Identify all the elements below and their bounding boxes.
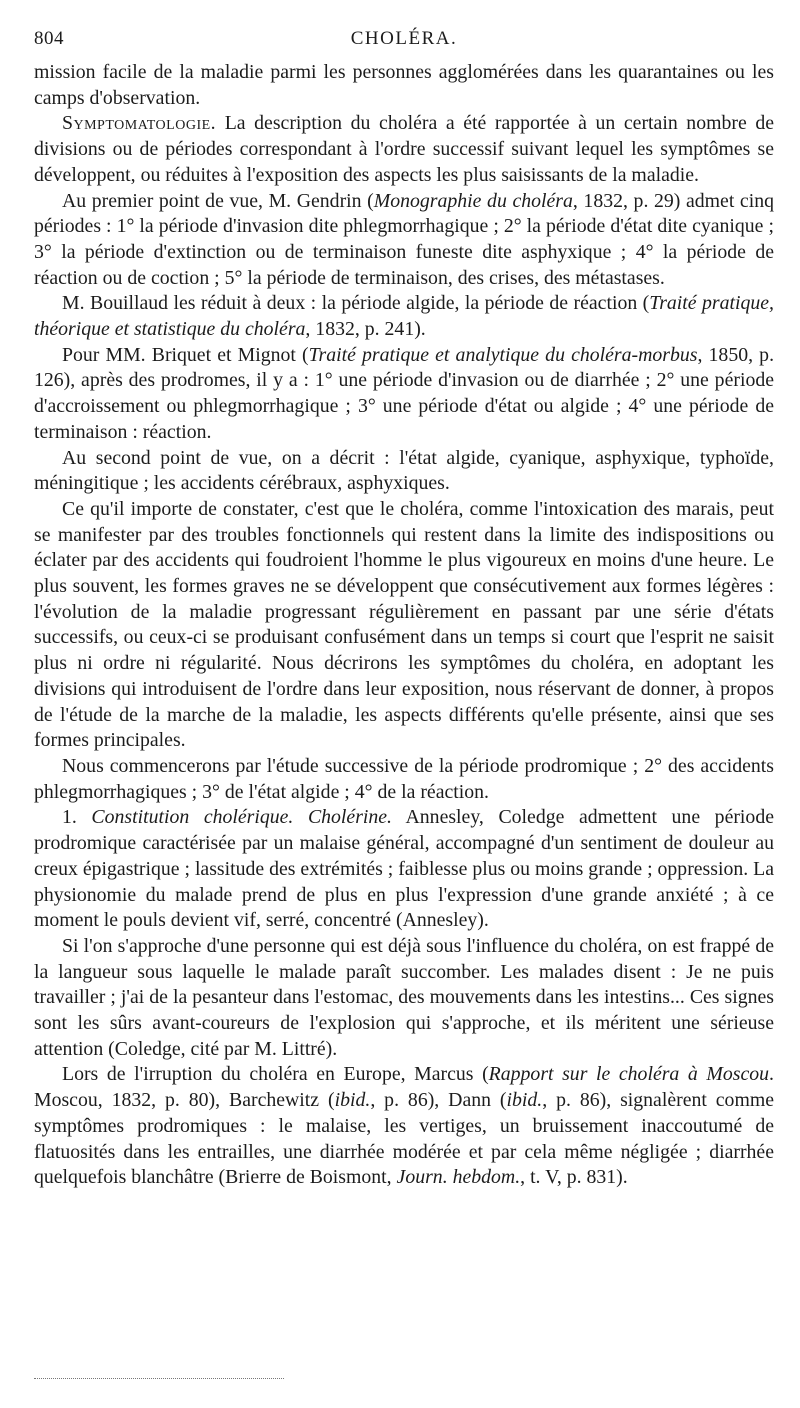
text-segment: Si l'on s'approche d'une personne qui est déjà sous l'influence du choléra, on est frappé de la langueur sous laquelle le malade paraît succomber. Les malades disent : Je ne puis travailler ; j'ai de la pesanteur dans l'estomac, des mouvements dans les intestins... Ces signes sont les sûrs avant-coureurs de l'explosion qui s'approche, et ils méritent une sérieuse attention (Coledge, cité par M. Littré). (34, 934, 774, 1060)
text-segment: , 1832, p. 241). (305, 318, 426, 341)
paragraph-8 (34, 754, 774, 805)
italic-text: Constitution cholérique. Cholérine. (91, 806, 393, 829)
body-text (34, 60, 774, 1191)
text-segment: Au second point de vue, on a décrit : l'état algide, cyanique, asphyxique, typhoïde, méningitique ; les accidents cérébraux, asphyxiques. (34, 446, 774, 495)
italic-text: Rapport sur le choléra à Moscou (488, 1063, 770, 1086)
paragraph-6 (34, 446, 774, 497)
running-title: CHOLÉRA. (350, 28, 458, 49)
text-segment: , t. V, p. 831). (520, 1166, 628, 1189)
text-segment: Ce qu'il importe de constater, c'est que le choléra, comme l'intoxication des marais, peut se manifester par des troubles fonctionnels qui restent dans la limite des indispositions ou éclater par des accidents qui foudroient l'homme le plus vigoureux en moins d'une heure. Le plus souvent, les formes graves ne se développent que consécutivement aux formes légères : l'évolution de la maladie progressant régulièrement en passant par une série d'états successifs, ou ceux-ci se produisant confusément dans un temps si court que l'esprit ne saisit plus ni ordre ni régularité. Nous décrirons les symptômes du choléra, en adoptant les divisions qui introduisent de l'ordre dans leur exposition, nous réservant de donner, à propos de l'étude de la marche de la maladie, les aspects différents qu'elle présente, ainsi que ses formes principales. (34, 497, 774, 752)
text-segment: La description du choléra a été rapportée à un certain nombre de divisions ou de périodes correspondant à l'ordre successif suivant lequel les symptômes se développent, ou réduites à l'exposition des aspects les plus saisissants de la maladie. (34, 112, 774, 186)
document-page (34, 24, 774, 1374)
text-segment: , 1832, p. 29) admet cinq périodes : 1° la période d'invasion dite phlegmorrhagique ; 2° la période d'état dite cyanique ; 3° la période d'extinction ou de terminaison funeste dite asphyxique ; 4° la période de réaction ou de coction ; 5° la période de terminaison, des crises, des métastases. (34, 189, 774, 289)
text-segment: 1. (62, 806, 92, 829)
text-segment: Au premier point de vue, M. Gendrin ( (62, 189, 374, 212)
italic-text: Traité pratique, théorique et statistique du choléra (34, 292, 774, 341)
italic-text: ibid. (334, 1089, 371, 1112)
italic-text: Journ. hebdom. (396, 1166, 521, 1189)
text-segment: Pour MM. Briquet et Mignot ( (62, 343, 309, 366)
paragraph-9 (34, 805, 774, 934)
text-segment: M. Bouillaud les réduit à deux : la période algide, la période de réaction ( (62, 292, 650, 315)
text-segment: . Moscou, 1832, p. 80), Barchewitz ( (34, 1063, 774, 1112)
paragraph-4 (34, 291, 774, 342)
text-segment: mission facile de la maladie parmi les personnes agglomérées dans les quarantaines ou les camps d'observation. (34, 61, 774, 109)
page-header (34, 24, 774, 54)
text-segment: Nous commencerons par l'étude successive de la période prodromique ; 2° des accidents phlegmorrhagiques ; 3° de l'état algide ; 4° de la réaction. (34, 754, 774, 803)
italic-text: Monographie du choléra (373, 189, 573, 212)
italic-text: ibid. (506, 1089, 543, 1112)
paragraph-5 (34, 343, 774, 446)
italic-text: Traité pratique et analytique du choléra-morbus (308, 343, 698, 366)
paragraph-10 (34, 934, 774, 1063)
text-segment: , p. 86), Dann ( (370, 1089, 507, 1112)
paragraph-11 (34, 1062, 774, 1191)
text-segment: Lors de l'irruption du choléra en Europe, Marcus ( (62, 1063, 489, 1086)
section-heading: Symptomatologie. (62, 112, 217, 135)
paragraph-1 (34, 60, 774, 111)
text-segment: , 1850, p. 126), après des prodromes, il y a : 1° une période d'invasion ou de diarrhée ; 2° une période d'accroissement ou phlegmorrhagique ; 3° une période d'état ou algide ; 4° une période de terminaison : réaction. (34, 343, 775, 443)
footer-rule (34, 1378, 284, 1379)
text-segment: , p. 86), signalèrent comme symptômes prodromiques : le malaise, les vertiges, un bruissement inaccoutumé de flatuosités dans les entrailles, une diarrhée modérée et par cela même négligée ; diarrhée quelquefois blanchâtre (Brierre de Boismont, (34, 1089, 775, 1189)
text-segment: Annesley, Coledge admettent une période prodromique caractérisée par un malaise général, accompagné d'un sentiment de douleur au creux épigastrique ; lassitude des extrémités ; faiblesse plus ou moins grande ; oppression. La physionomie du malade prend de plus en plus l'expression d'une grande anxiété ; à ce moment le pouls devient vif, serré, concentré (Annesley). (34, 806, 774, 932)
page-number: 804 (34, 28, 64, 49)
paragraph-7 (34, 497, 774, 754)
paragraph-3 (34, 189, 774, 292)
paragraph-2 (34, 111, 774, 188)
